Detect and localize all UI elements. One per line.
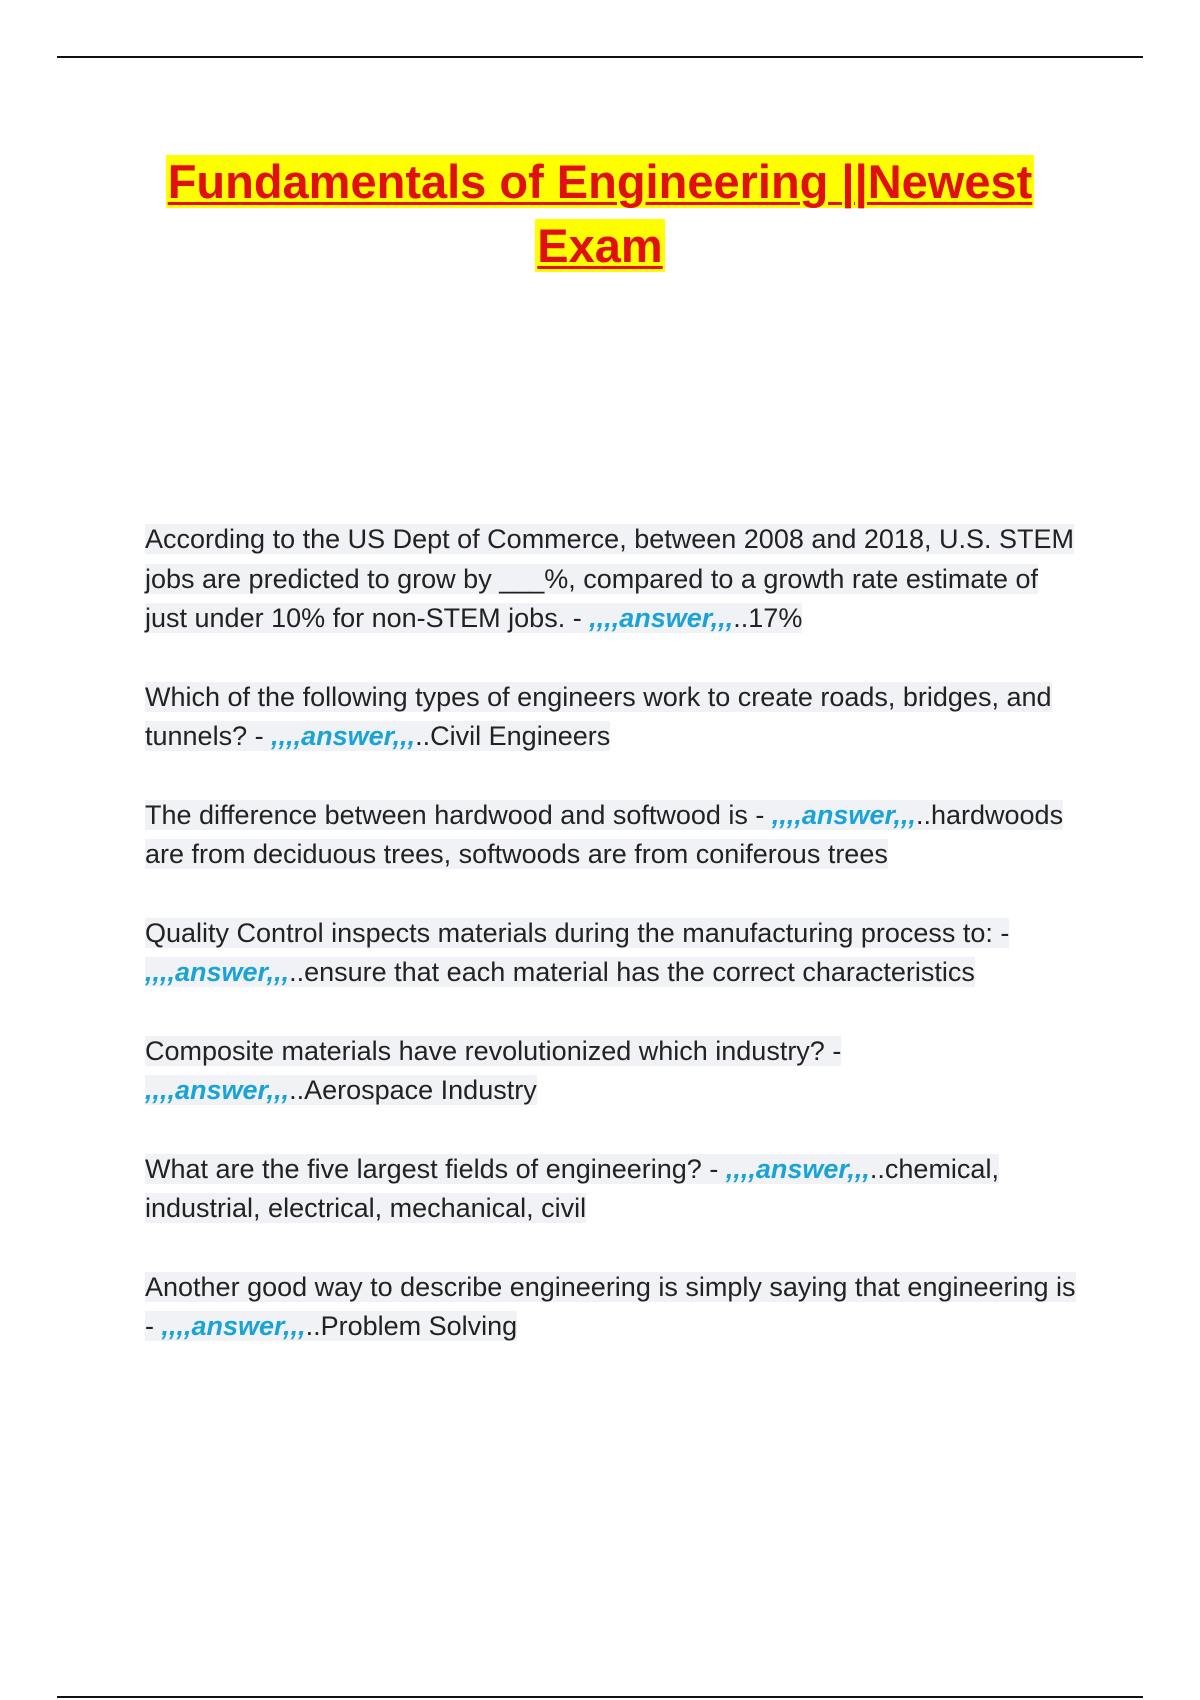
answer-text: ..Problem Solving (305, 1311, 518, 1341)
answer-text: ..hardwoods are from deciduous trees, softwoods are from coniferous trees (145, 799, 1064, 869)
qa-item-text (145, 918, 1009, 988)
answer-text: ..Aerospace Industry (289, 1075, 537, 1105)
question-text: Which of the following types of engineers work to create roads, bridges, and tunnels? - (145, 681, 1052, 751)
answer-marker: ,,,,answer,,, (771, 799, 916, 830)
question-text: What are the five largest fields of engineering? - (145, 1153, 726, 1184)
qa-item-text (145, 1036, 841, 1106)
qa-item-text (145, 1272, 1076, 1342)
qa-item-2 (145, 678, 1080, 757)
answer-marker: ,,,,answer,,, (145, 1075, 290, 1105)
question-text: Quality Control inspects materials during the manufacturing process to: - (145, 917, 1010, 948)
answer-text: ..chemical, industrial, electrical, mechanical, civil (145, 1153, 999, 1223)
qa-item-4 (145, 914, 1080, 993)
qa-item-text (145, 524, 1074, 633)
header-rule (57, 56, 1143, 58)
qa-item-5 (145, 1032, 1080, 1111)
qa-item-text (145, 800, 1063, 870)
document-title (100, 150, 1100, 278)
qa-item-1 (145, 520, 1080, 639)
question-text: Composite materials have revolutionized which industry? - (145, 1035, 842, 1066)
qa-item-3 (145, 796, 1080, 875)
qa-item-text (145, 682, 1052, 752)
qa-item-text (145, 1154, 999, 1224)
question-text: Another good way to describe engineering is simply saying that engineering is - (145, 1271, 1076, 1341)
qa-item-7 (145, 1268, 1080, 1347)
answer-marker: ,,,,answer,,, (271, 721, 416, 751)
answer-marker: ,,,,answer,,, (161, 1311, 306, 1341)
question-text: According to the US Dept of Commerce, between 2008 and 2018, U.S. STEM jobs are predicted to grow by ___%, compared to a growth rate estimate of just under 10% for non-STEM jobs. - (145, 524, 1074, 633)
document-title-text: Fundamentals of Engineering ||Newest Exam (167, 155, 1033, 272)
footer-rule (57, 1696, 1143, 1698)
qa-item-6 (145, 1150, 1080, 1229)
answer-text: ..ensure that each material has the correct characteristics (289, 957, 975, 987)
question-text: The difference between hardwood and softwood is - (145, 799, 772, 830)
answer-text: ..Civil Engineers (415, 721, 611, 751)
answer-marker: ,,,,answer,,, (589, 603, 734, 633)
qa-list (145, 520, 1080, 1386)
answer-text: ..17% (733, 603, 803, 633)
answer-marker: ,,,,answer,,, (725, 1153, 870, 1184)
answer-marker: ,,,,answer,,, (145, 957, 290, 987)
